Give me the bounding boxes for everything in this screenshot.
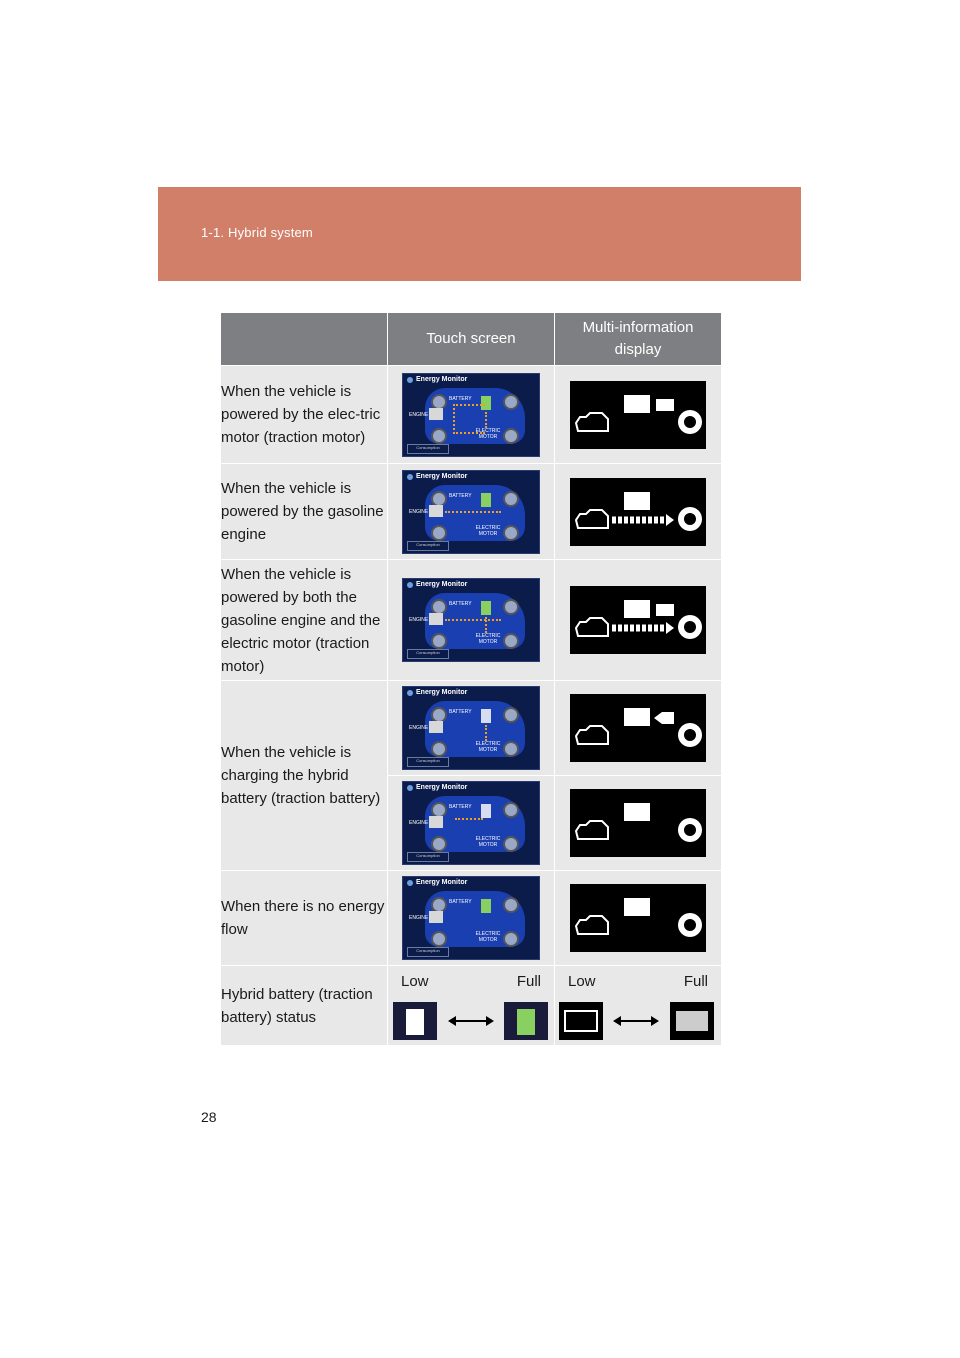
multi-info-cell <box>555 366 722 464</box>
engine-charging-icon <box>570 789 706 857</box>
header-multi-information-display: Multi-information display <box>555 313 722 366</box>
header-touch-screen: Touch screen <box>388 313 555 366</box>
status-low-label: Low <box>568 972 596 990</box>
table-header-row <box>221 313 722 366</box>
row-label: When the vehicle is charging the hybrid battery (traction battery) <box>221 681 388 871</box>
multi-info-status-cell <box>555 966 722 1046</box>
header-empty <box>221 313 388 366</box>
energy-flow-table <box>220 312 722 1046</box>
row-label: Hybrid battery (traction battery) status <box>221 966 388 1046</box>
energy-monitor-image: Energy Monitor BATTERY ENGINE ELECTRIC MOTOR Consumption <box>402 373 540 457</box>
table-row <box>221 464 722 560</box>
touch-screen-cell <box>388 464 555 560</box>
breadcrumb: 1-1. Hybrid system <box>201 225 313 240</box>
no-energy-flow-icon <box>570 884 706 952</box>
table-row <box>221 681 722 776</box>
mid-battery-status-icon <box>555 967 722 1045</box>
touch-battery-status-icon <box>388 967 555 1045</box>
energy-monitor-image: Energy Monitor BATTERY ENGINE ELECTRIC MOTOR Consumption <box>402 781 540 865</box>
row-label: When the vehicle is powered by both the gasoline engine and the electric motor (traction motor) <box>221 560 388 681</box>
multi-info-cell <box>555 776 722 871</box>
engine-battery-wheel-icon <box>570 381 706 449</box>
multi-info-cell <box>555 871 722 966</box>
multi-info-display-image <box>570 586 706 654</box>
multi-info-display-image <box>570 478 706 546</box>
status-full-label: Full <box>516 972 541 990</box>
multi-info-display-image <box>570 694 706 762</box>
energy-monitor-image: Energy Monitor BATTERY ENGINE ELECTRIC MOTOR Consumption <box>402 470 540 554</box>
row-label: When the vehicle is powered by the gasoline engine <box>221 464 388 560</box>
touch-screen-cell <box>388 681 555 776</box>
multi-info-display-image <box>570 884 706 952</box>
table-row <box>221 966 722 1046</box>
section-header <box>158 187 801 281</box>
multi-info-cell <box>555 560 722 681</box>
engine-and-battery-to-wheel-icon <box>570 586 706 654</box>
touch-screen-cell <box>388 776 555 871</box>
table-row <box>221 366 722 464</box>
wheel-to-battery-icon <box>570 694 706 762</box>
page-number: 28 <box>201 1109 217 1125</box>
multi-info-display-image <box>570 381 706 449</box>
energy-monitor-image: Energy Monitor BATTERY ENGINE ELECTRIC MOTOR Consumption <box>402 876 540 960</box>
row-label: When the vehicle is powered by the elec-tric motor (traction motor) <box>221 366 388 464</box>
touch-screen-cell <box>388 560 555 681</box>
energy-monitor-image: Energy Monitor BATTERY ENGINE ELECTRIC MOTOR Consumption <box>402 578 540 662</box>
status-full-label: Full <box>683 972 708 990</box>
touch-screen-status-cell <box>388 966 555 1046</box>
multi-info-display-image <box>570 789 706 857</box>
engine-to-wheel-icon <box>570 478 706 546</box>
multi-info-cell <box>555 464 722 560</box>
multi-info-cell <box>555 681 722 776</box>
touch-screen-cell <box>388 871 555 966</box>
touch-screen-cell <box>388 366 555 464</box>
table-row <box>221 871 722 966</box>
row-label: When there is no energy flow <box>221 871 388 966</box>
energy-monitor-image: Energy Monitor BATTERY ENGINE ELECTRIC MOTOR Consumption <box>402 686 540 770</box>
table-row <box>221 560 722 681</box>
status-low-label: Low <box>401 972 429 990</box>
